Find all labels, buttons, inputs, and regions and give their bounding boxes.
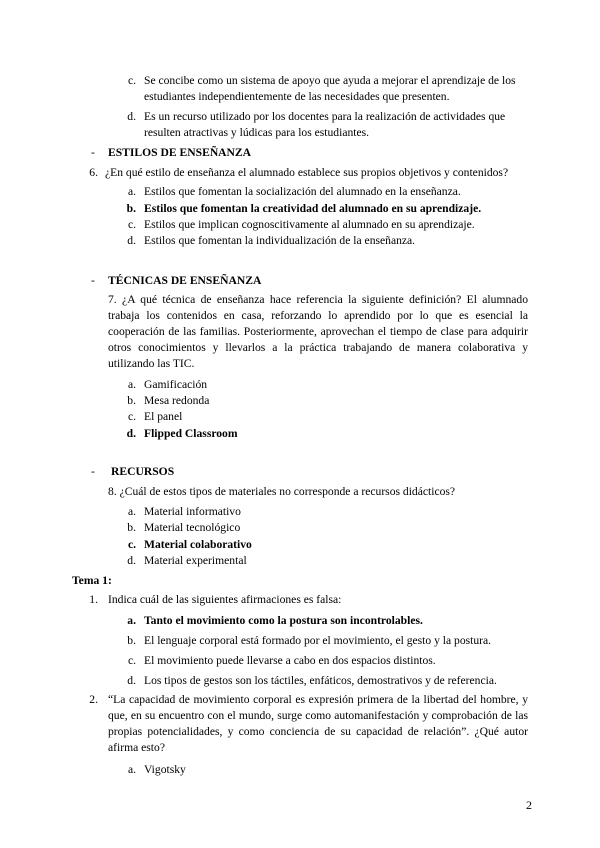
option-text: El panel — [144, 410, 183, 423]
option-text-correct: Material colaborativo — [144, 538, 252, 551]
section-heading: ESTILOS DE ENSEÑANZA — [108, 146, 252, 159]
question-text: Indica cuál de las siguientes afirmaciones es falsa: — [108, 593, 342, 606]
option-label: d. — [127, 110, 136, 123]
option-text: Estilos que implican cognoscitivamente al alumnado en su aprendizaje. — [144, 218, 475, 231]
option-label: c. — [127, 654, 136, 667]
topic-heading: Tema 1: — [72, 574, 112, 587]
option-text: Material informativo — [144, 505, 241, 518]
section-bullet: - — [91, 146, 95, 159]
section-heading: RECURSOS — [111, 465, 175, 478]
option-text: Mesa redonda — [144, 394, 210, 407]
page-number: 2 — [526, 798, 532, 812]
option-text: El lenguaje corporal está formado por el movimiento, el gesto y la postura. — [144, 634, 492, 647]
option-label: d. — [127, 234, 136, 247]
question-number: 6. — [89, 166, 98, 179]
option-label: c. — [127, 410, 136, 423]
section-bullet: - — [91, 465, 95, 478]
option-label: a. — [127, 378, 136, 391]
option-text: Material tecnológico — [144, 521, 241, 534]
option-label: b. — [126, 202, 136, 215]
question-number: 1. — [89, 593, 98, 606]
question-text: ¿En qué estilo de enseñanza el alumnado establece sus propios objetivos y contenidos? — [105, 166, 509, 179]
option-label: a. — [127, 614, 136, 627]
question-text: 8. ¿Cuál de estos tipos de materiales no corresponde a recursos didácticos? — [108, 485, 456, 498]
section-heading: TÉCNICAS DE ENSEÑANZA — [108, 274, 262, 287]
question-text: 7. ¿A qué técnica de enseñanza hace referencia la siguiente definición? El alumnado trabaja los contenidos en casa, reforzando lo aprendido por lo que es esencial la cooperación de las familias. Posteriormente, aprovechan el tiempo de clase para adquirir otros conocimientos y llevarlos a la práctica trabajando de manera colaborativa y utilizando las TIC. — [108, 293, 528, 370]
option-label: a. — [127, 185, 136, 198]
option-text-correct: Estilos que fomentan la creatividad del alumnado en su aprendizaje. — [144, 202, 482, 215]
option-text: Gamificación — [144, 378, 208, 391]
option-label: a. — [127, 763, 136, 776]
option-text: Estilos que fomentan la socialización del alumnado en la enseñanza. — [144, 185, 461, 198]
option-label: b. — [127, 634, 136, 647]
question-text: “La capacidad de movimiento corporal es expresión primera de la libertad del hombre, y que, en su encuentro con el mundo, surge como automanifestación y comprobación de las propias potencialidades, y como conciencia de su capacidad de relación”. ¿Qué autor afirma esto? — [108, 693, 528, 754]
option-label: b. — [127, 521, 136, 534]
option-text: Estilos que fomentan la individualización de la enseñanza. — [144, 234, 416, 247]
option-text-correct: Tanto el movimiento como la postura son incontrolables. — [144, 614, 423, 627]
option-text: Los tipos de gestos son los táctiles, enfáticos, demostrativos y de referencia. — [144, 674, 497, 687]
option-text: Material experimental — [144, 554, 247, 567]
option-label: c. — [127, 218, 136, 231]
option-label: d. — [127, 674, 136, 687]
option-text: El movimiento puede llevarse a cabo en dos espacios distintos. — [144, 654, 436, 667]
option-label: b. — [127, 394, 136, 407]
question-number: 2. — [89, 693, 98, 706]
option-label: c. — [127, 74, 136, 87]
option-label: a. — [127, 505, 136, 518]
option-text-correct: Flipped Classroom — [144, 427, 238, 440]
section-bullet: - — [91, 274, 95, 287]
option-text: Se concibe como un sistema de apoyo que ayuda a mejorar el aprendizaje de los estudiantes independientemente de las necesidades que presenten. — [144, 74, 516, 103]
option-label: d. — [127, 554, 136, 567]
option-label: c. — [127, 538, 136, 551]
option-text: Es un recurso utilizado por los docentes para la realización de actividades que resulten atractivas y lúdicas para los estudiantes. — [144, 110, 506, 139]
option-label: d. — [126, 427, 136, 440]
option-text: Vigotsky — [144, 763, 186, 776]
